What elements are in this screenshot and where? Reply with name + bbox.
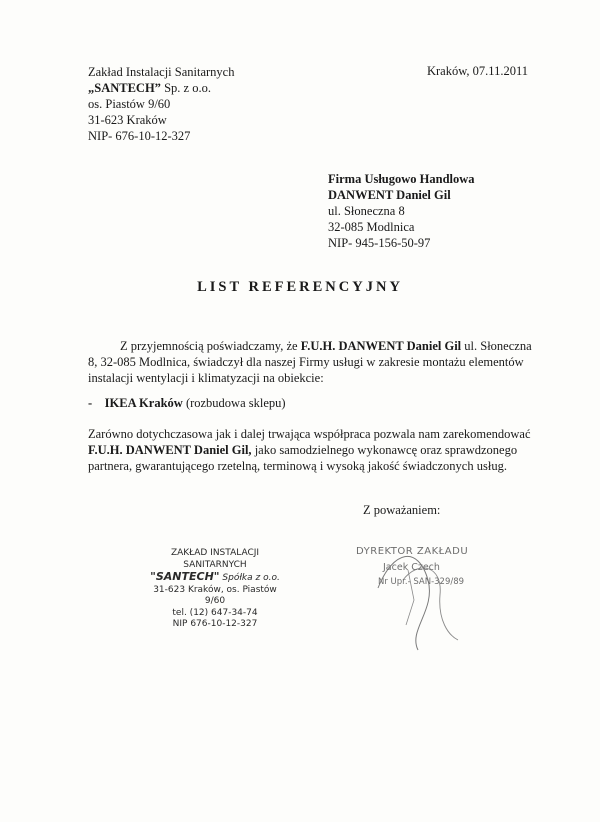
company-stamp-line4: tel. (12) 647-34-74 [172,607,258,618]
company-stamp-suffix: Spółka z o.o. [219,573,280,583]
director-stamp-reg: Nr Upr.- SAN-329/89 [378,577,465,587]
paragraph-1-bold: F.U.H. DANWENT Daniel Gil [300,339,462,353]
paragraph-1-post: ul. Słoneczna 8, 32-085 Modlnica, świadczył dla naszej Firmy usługi w zakresie montażu elementów instalacji wentylacji i klimatyzacji na obiekcie: [88,339,532,385]
bullet-mark: - [88,396,93,410]
recipient-street: ul. Słoneczna 8 [328,204,405,218]
director-stamp [348,540,478,660]
company-stamp-line2 [146,571,284,585]
director-stamp-role: DYREKTOR ZAKŁADU [356,546,469,557]
closing-salutation: Z poważaniem: [363,503,441,517]
bullet-item [88,395,540,411]
bullet-bold: IKEA Kraków [104,396,183,410]
director-stamp-name: Jacek Czech [383,562,440,573]
recipient-line2: DANWENT Daniel Gil [328,188,451,202]
paragraph-2-pre: Zarówno dotychczasowa jak i dalej trwająca współpraca pozwala nam zarekomendować [88,427,531,441]
paragraph-1 [88,338,540,386]
sender-company-suffix: Sp. z o.o. [160,81,211,95]
sender-company [88,80,234,96]
company-stamp-line5: NIP 676-10-12-327 [172,619,258,629]
company-stamp-name: "SANTECH" [150,570,220,583]
director-signature-scribble [348,540,478,660]
paragraph-1-pre: Z przyjemnością poświadczamy, że [120,339,301,353]
recipient-city: 32-085 Modlnica [328,220,415,234]
sender-company-name: „SANTECH” [88,81,161,95]
paragraph-2 [88,426,540,474]
sender-address [88,64,234,144]
recipient-address [328,171,475,251]
company-stamp [146,548,284,631]
recipient-line1: Firma Usługowo Handlowa [328,172,475,186]
sender-line1: Zakład Instalacji Sanitarnych [88,65,235,79]
company-stamp-line1: ZAKŁAD INSTALACJI SANITARNYCH [170,548,260,570]
paragraph-2-bold: F.U.H. DANWENT Daniel Gil, [88,443,252,457]
paragraph-2-post: jako samodzielnego wykonawcę oraz sprawdzonego partnera, gwarantującego rzetelną, terminową i wysoką jakość świadczonych usług. [88,443,518,473]
place-date: Kraków, 07.11.2011 [426,64,528,78]
sender-nip: NIP- 676-10-12-327 [88,129,191,143]
recipient-nip: NIP- 945-156-50-97 [328,236,431,250]
sender-street: os. Piastów 9/60 [88,97,171,111]
sender-city: 31-623 Kraków [88,113,167,127]
company-stamp-line3: 31-623 Kraków, os. Piastów 9/60 [153,584,277,606]
letter-title: LIST REFERENCYJNY [197,279,403,295]
bullet-rest: (rozbudowa sklepu) [182,396,286,410]
